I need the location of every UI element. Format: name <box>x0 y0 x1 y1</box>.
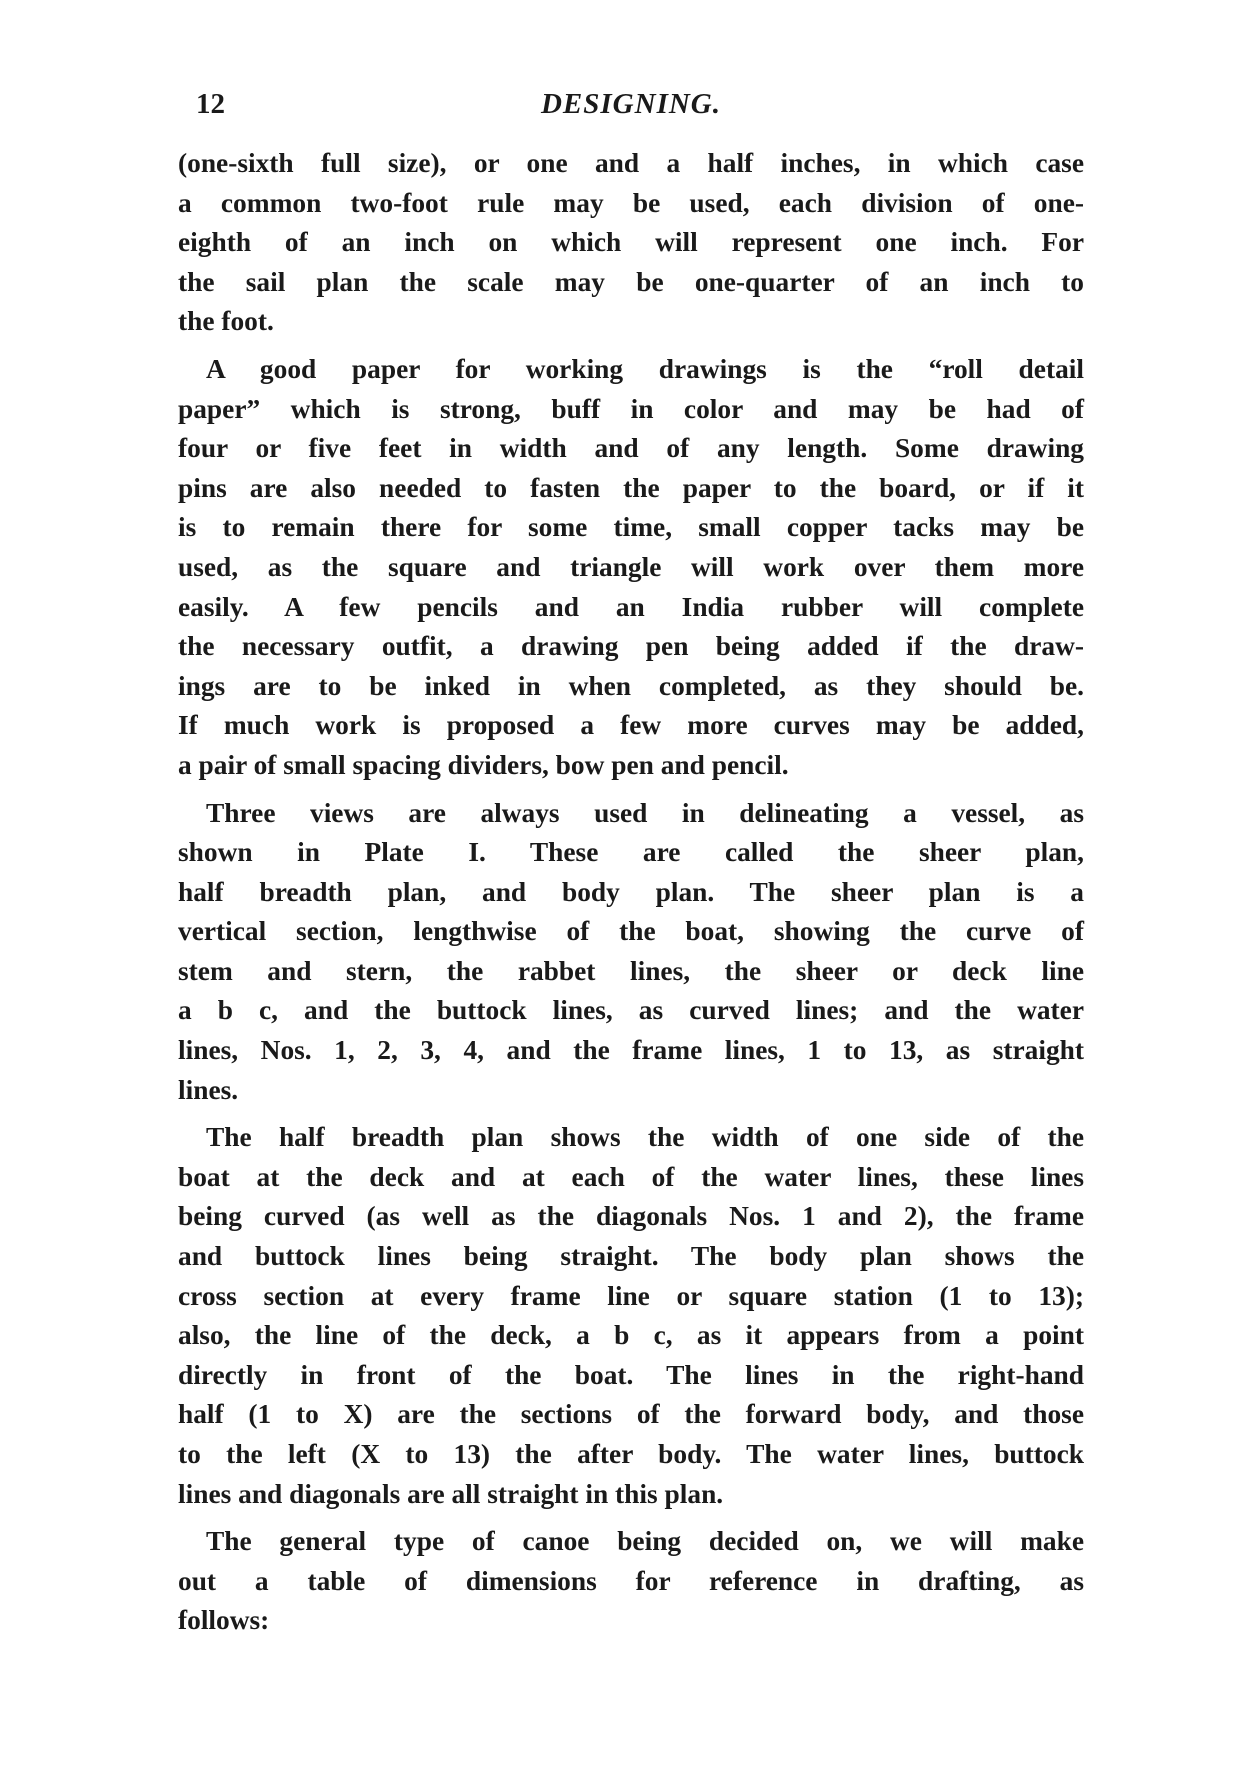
text-line: a common two-foot rule may be used, each division of one- <box>178 187 1084 218</box>
text-line: Three views are always used in delineating a vessel, as <box>206 797 1084 828</box>
text-line: lines. <box>178 1074 239 1105</box>
book-page <box>178 88 1084 1649</box>
paragraph-2 <box>178 350 1084 786</box>
text-line: If much work is proposed a few more curves may be added, <box>178 710 1084 741</box>
text-line: A good paper for working drawings is the “roll detail <box>206 353 1084 384</box>
text-line: vertical section, lengthwise of the boat, showing the curve of <box>178 916 1084 947</box>
text-line: stem and stern, the rabbet lines, the sheer or deck line <box>178 955 1084 986</box>
page-header <box>178 88 1084 136</box>
paragraph-4 <box>178 1118 1084 1514</box>
text-line: the foot. <box>178 306 274 337</box>
text-line: also, the line of the deck, a b c, as it appears from a point <box>178 1320 1084 1351</box>
text-line: lines, Nos. 1, 2, 3, 4, and the frame lines, 1 to 13, as straight <box>178 1035 1084 1066</box>
text-line: half breadth plan, and body plan. The sheer plan is a <box>178 876 1084 907</box>
text-line: eighth of an inch on which will represent one inch. For <box>178 227 1084 258</box>
text-line: half (1 to X) are the sections of the forward body, and those <box>178 1399 1084 1430</box>
text-line: and buttock lines being straight. The body plan shows the <box>178 1241 1084 1272</box>
text-line: lines and diagonals are all straight in this plan. <box>178 1478 724 1509</box>
text-line: (one-sixth full size), or one and a half inches, in which case <box>178 148 1084 178</box>
text-line: a b c, and the buttock lines, as curved lines; and the water <box>178 995 1084 1026</box>
text-line: is to remain there for some time, small copper tacks may be <box>178 512 1084 543</box>
running-title: DESIGNING. <box>540 88 721 120</box>
text-line: the necessary outfit, a drawing pen being added if the draw- <box>178 631 1084 662</box>
text-line: follows: <box>178 1605 270 1636</box>
paragraph-3 <box>178 794 1084 1111</box>
text-line: ings are to be inked in when completed, as they should be. <box>178 670 1084 701</box>
text-line: paper” which is strong, buff in color and may be had of <box>178 393 1084 424</box>
paragraph-1 <box>178 144 1084 342</box>
paragraph-5 <box>178 1522 1084 1641</box>
text-line: directly in front of the boat. The lines in the right-hand <box>178 1359 1084 1390</box>
text-line: being curved (as well as the diagonals Nos. 1 and 2), the frame <box>178 1201 1084 1232</box>
page-number: 12 <box>196 88 225 120</box>
text-line: to the left (X to 13) the after body. The water lines, buttock <box>178 1439 1084 1469</box>
text-line: out a table of dimensions for reference in drafting, as <box>178 1565 1084 1596</box>
text-line: the sail plan the scale may be one-quarter of an inch to <box>178 266 1084 297</box>
text-line: boat at the deck and at each of the water lines, these lines <box>178 1161 1084 1192</box>
text-line: used, as the square and triangle will work over them more <box>178 551 1084 582</box>
text-line: shown in Plate I. These are called the sheer plan, <box>178 837 1084 868</box>
text-line: The half breadth plan shows the width of one side of the <box>206 1122 1084 1153</box>
text-line: a pair of small spacing dividers, bow pen and pencil. <box>178 749 789 780</box>
text-line: easily. A few pencils and an India rubber will complete <box>178 591 1084 622</box>
body-text <box>178 144 1084 1641</box>
text-line: pins are also needed to fasten the paper to the board, or if it <box>178 472 1084 503</box>
text-line: cross section at every frame line or square station (1 to 13); <box>178 1280 1084 1311</box>
text-line: The general type of canoe being decided on, we will make <box>206 1526 1084 1557</box>
text-line: four or five feet in width and of any length. Some drawing <box>178 433 1084 464</box>
